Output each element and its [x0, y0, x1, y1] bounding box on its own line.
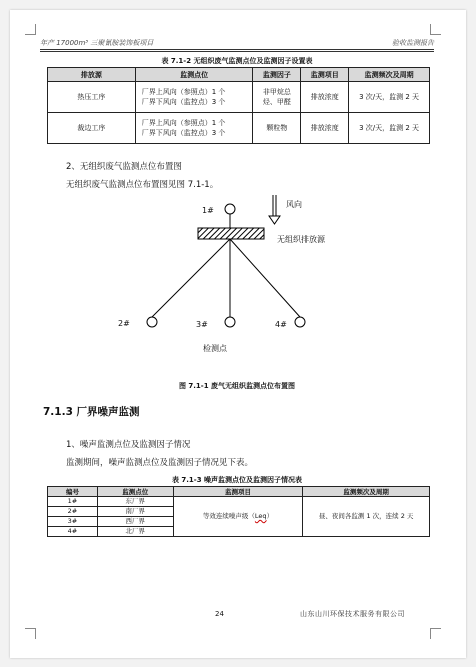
col-header: 监测点位 — [97, 487, 173, 497]
table-row — [48, 497, 430, 507]
point-2-marker — [147, 317, 157, 327]
cell-item: 排放浓度 — [301, 113, 349, 144]
cell-point: 南厂界 — [97, 507, 173, 517]
downwind-line-2 — [152, 239, 230, 317]
cell-id: 1# — [48, 497, 98, 507]
point-3-marker — [225, 317, 235, 327]
section3-heading: 1、噪声监测点位及监测因子情况 — [66, 440, 191, 450]
col-header: 监测点位 — [135, 68, 253, 82]
table2-caption: 表 7.1-3 噪声监测点位及监测因子情况表 — [171, 476, 303, 484]
cell-factor — [253, 113, 301, 144]
label-point-2: 2# — [118, 319, 130, 328]
footer-company: 山东山川环保技术服务有限公司 — [300, 610, 405, 618]
label-point-1: 1# — [202, 206, 214, 215]
point-4-marker — [295, 317, 305, 327]
header-report-type: 验收监测报告 — [392, 39, 434, 47]
item-symbol: Leq — [254, 512, 267, 520]
table-header-row — [48, 487, 430, 497]
label-point-3: 3# — [196, 320, 208, 329]
cell-point: 东厂界 — [97, 497, 173, 507]
cell-id: 4# — [48, 527, 98, 537]
cell-item — [173, 497, 303, 537]
cell-source: 热压工序 — [48, 82, 136, 113]
cell-points — [135, 82, 253, 113]
running-header — [40, 38, 434, 50]
header-rule — [40, 51, 434, 52]
cell-source: 裁边工序 — [48, 113, 136, 144]
cell-id: 2# — [48, 507, 98, 517]
table-row — [48, 82, 430, 113]
col-header: 监测因子 — [253, 68, 301, 82]
cell-factor — [253, 82, 301, 113]
monitoring-layout-diagram — [110, 190, 370, 360]
downwind-line-4 — [230, 239, 300, 317]
col-header: 监测项目 — [173, 487, 303, 497]
point-line: 厂界下风向（监控点）3 个 — [141, 129, 226, 137]
emission-points-table — [47, 67, 430, 144]
cell-point: 西厂界 — [97, 517, 173, 527]
crop-mark — [25, 628, 36, 639]
section3-text: 监测期间，噪声监测点位及监测因子情况见下表。 — [66, 458, 254, 468]
section2-text: 无组织废气监测点位布置图见图 7.1-1。 — [66, 180, 219, 190]
page-number: 24 — [215, 610, 224, 618]
cell-point: 北厂界 — [97, 527, 173, 537]
crop-mark — [430, 24, 441, 35]
emission-source-block — [198, 228, 264, 239]
col-header: 编号 — [48, 487, 98, 497]
point-line: 厂界上风向（参照点）1 个 — [141, 119, 226, 127]
noise-points-table — [47, 486, 430, 537]
crop-mark — [25, 24, 36, 35]
cell-freq: 昼、夜间各监测 1 次，连续 2 天 — [303, 497, 430, 537]
item-text: ） — [266, 512, 274, 520]
source-label: 无组织排放源 — [277, 235, 325, 244]
col-header: 监测频次及周期 — [349, 68, 430, 82]
section-title: 7.1.3 厂界噪声监测 — [43, 406, 140, 418]
crop-mark — [430, 628, 441, 639]
cell-id: 3# — [48, 517, 98, 527]
factor-line: 烃、甲醛 — [262, 98, 291, 106]
point-1-marker — [225, 204, 235, 214]
point-line: 厂界下风向（监控点）3 个 — [141, 98, 226, 106]
cell-freq: 3 次/天，监测 2 天 — [349, 82, 430, 113]
table-row — [48, 113, 430, 144]
factor-line: 颗粒物 — [266, 124, 288, 132]
section2-heading: 2、无组织废气监测点位布置图 — [66, 162, 182, 172]
figure-caption: 图 7.1-1 废气无组织监测点位布置图 — [178, 382, 296, 390]
table-header-row — [48, 68, 430, 82]
cell-item: 排放浓度 — [301, 82, 349, 113]
item-text: 等效连续噪声级（ — [202, 512, 255, 520]
cell-points — [135, 113, 253, 144]
col-header: 监测频次及周期 — [303, 487, 430, 497]
detection-points-label: 检测点 — [203, 344, 227, 353]
col-header: 排放源 — [48, 68, 136, 82]
cell-freq: 3 次/天，监测 2 天 — [349, 113, 430, 144]
label-point-4: 4# — [275, 320, 287, 329]
wind-label: 风向 — [286, 200, 302, 209]
col-header: 监测项目 — [301, 68, 349, 82]
factor-line: 非甲烷总 — [262, 88, 291, 96]
table1-caption: 表 7.1-2 无组织废气监测点位及监测因子设置表 — [161, 57, 313, 65]
point-line: 厂界上风向（参照点）1 个 — [141, 88, 226, 96]
diagram-svg — [110, 190, 370, 360]
header-project: 年产 17000m³ 三聚氰胺装饰板项目 — [40, 39, 154, 47]
wind-arrow-icon — [269, 195, 280, 224]
